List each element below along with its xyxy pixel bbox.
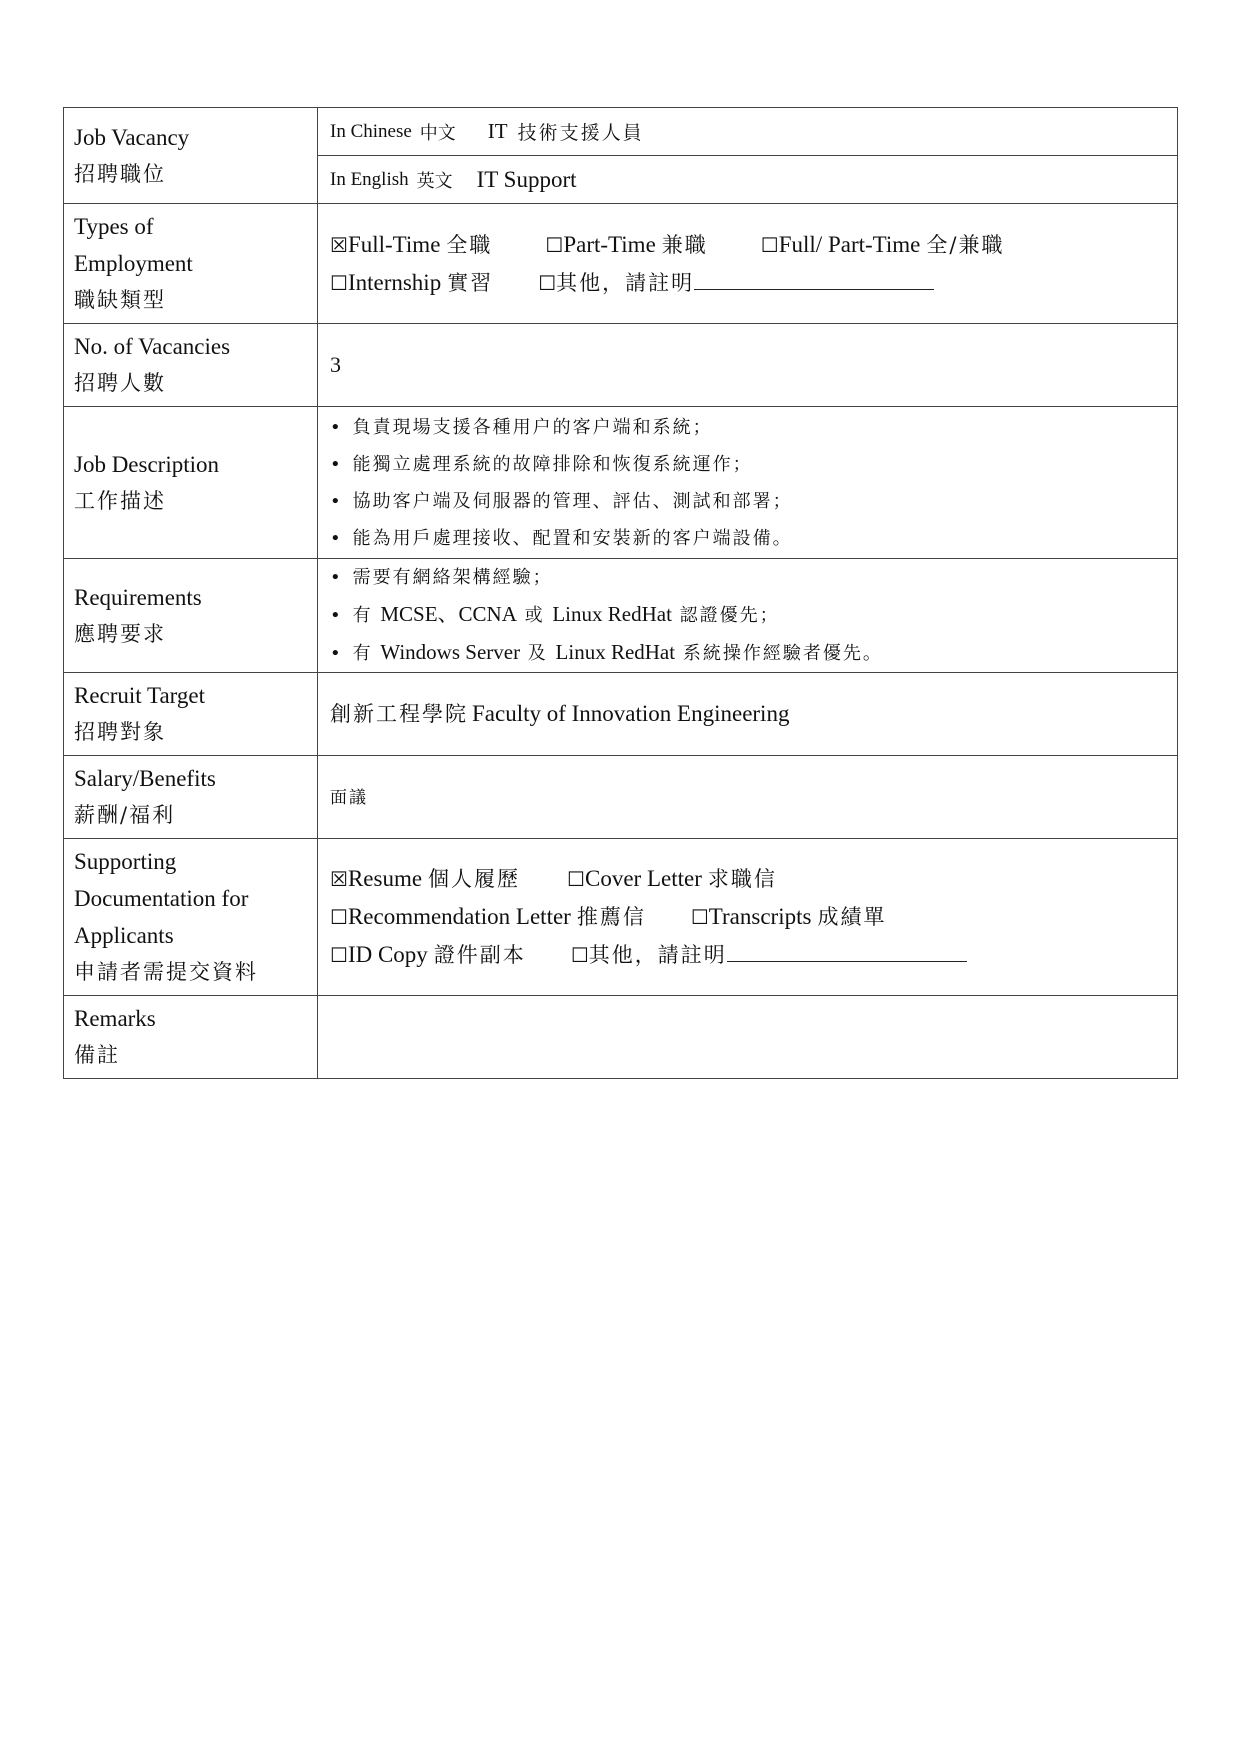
list-item (330, 634, 1165, 672)
bullet-icon: • (330, 527, 343, 549)
value-supporting-documents (318, 839, 1178, 996)
description-list (330, 409, 1165, 557)
row-supporting-documents (64, 839, 1178, 996)
option-label-zh: 推薦信 (576, 905, 646, 929)
label-en: Salary/Benefits (74, 766, 216, 791)
list-item-text: 或 (516, 605, 553, 626)
bullet-icon: • (330, 605, 343, 626)
label-en: Requirements (74, 584, 202, 610)
option-label-zh: 其他，請註明 (556, 270, 695, 295)
value-job-description (318, 407, 1178, 559)
option-label-en: Part-Time (563, 231, 656, 257)
row-requirements (64, 559, 1178, 673)
checkbox-icon: ☐ (330, 905, 348, 929)
option-full-time[interactable] (330, 226, 492, 264)
options-line-2 (330, 898, 1165, 936)
list-item-text: 能為用戶處理接收、配置和安裝新的客户端設備。 (352, 527, 793, 549)
label-job-description (64, 407, 318, 559)
option-label-en: Resume (347, 866, 423, 891)
option-label-zh: 成績單 (817, 905, 887, 929)
label-zh: 薪酬/福利 (74, 803, 176, 827)
title-en: IT Support (476, 166, 577, 192)
label-en-line1: Types of (74, 214, 154, 239)
option-label-zh: 求職信 (707, 867, 777, 891)
label-zh: 招聘人數 (74, 371, 166, 395)
option-label-en: Internship (347, 269, 442, 295)
row-remarks (64, 996, 1178, 1079)
label-en: Recruit Target (74, 683, 206, 708)
option-cover-letter[interactable] (567, 860, 777, 898)
lang-en: In English (330, 168, 409, 190)
option-full-part-time[interactable] (761, 226, 1005, 264)
list-item (330, 559, 1165, 596)
option-label-zh: 全/兼職 (926, 232, 1005, 257)
label-en-line2: Documentation for (74, 886, 249, 911)
job-posting-form (63, 107, 1178, 1079)
option-label-zh: 證件副本 (433, 943, 526, 967)
list-item-text: 協助客户端及伺服器的管理、評估、測試和部署； (352, 490, 793, 512)
list-item-text: 需要有網絡架構經驗； (352, 567, 553, 588)
option-other[interactable] (538, 265, 934, 302)
label-en: Remarks (74, 1006, 156, 1031)
checkbox-icon: ☐ (760, 232, 779, 257)
option-resume[interactable] (330, 860, 520, 898)
label-en: No. of Vacancies (74, 334, 231, 359)
bullet-icon: • (330, 643, 343, 664)
list-item-text: 能獨立處理系統的故障排除和恢復系統運作； (352, 453, 753, 475)
vacancy-count: 3 (330, 352, 341, 377)
label-salary (64, 756, 318, 839)
label-en: Job Description (74, 451, 220, 477)
list-item-text-en: Windows Server (380, 640, 521, 664)
list-item (330, 596, 1165, 634)
job-vacancy-english (318, 155, 1177, 203)
label-job-vacancy (64, 108, 318, 204)
checkbox-icon: ☐ (538, 270, 557, 295)
list-item-text-en: Linux RedHat (555, 640, 676, 664)
title-en: IT (487, 119, 508, 143)
lang-zh: 英文 (416, 170, 453, 192)
requirements-list (330, 559, 1165, 672)
label-recruit-target (64, 673, 318, 756)
list-item (330, 446, 1165, 483)
value-recruit-target (318, 673, 1178, 756)
value-employment-type (318, 204, 1178, 324)
list-item-text: 負責現場支援各種用户的客户端和系統； (352, 416, 713, 438)
bullet-icon: • (330, 567, 343, 588)
option-internship[interactable] (330, 264, 493, 302)
label-requirements (64, 559, 318, 673)
label-en-line1: Supporting (74, 849, 177, 874)
value-salary (318, 756, 1178, 839)
checked-box-icon: ☒ (330, 232, 348, 257)
label-en-line3: Applicants (74, 923, 174, 948)
list-item-text: 有 (352, 643, 381, 664)
lang-zh: 中文 (419, 122, 456, 144)
option-label-en: Full/ Part-Time (778, 231, 921, 257)
option-part-time[interactable] (545, 226, 707, 264)
label-zh: 備註 (74, 1043, 120, 1067)
option-label-zh: 個人履歷 (428, 867, 521, 891)
target-zh: 創新工程學院 (330, 702, 468, 726)
value-vacancies (318, 324, 1178, 407)
fill-in-blank[interactable] (694, 267, 934, 290)
option-label-en: Recommendation Letter (347, 904, 571, 929)
bullet-icon: • (330, 453, 343, 475)
label-employment-type (64, 204, 318, 324)
option-label-en: Full-Time (347, 231, 441, 257)
list-item (330, 409, 1165, 446)
option-label-zh: 全職 (446, 232, 493, 257)
label-vacancies (64, 324, 318, 407)
row-salary (64, 756, 1178, 839)
checked-box-icon: ☒ (330, 867, 348, 891)
salary-text: 面議 (330, 787, 368, 808)
label-zh: 招聘對象 (74, 720, 166, 744)
row-vacancies (64, 324, 1178, 407)
value-job-vacancy (318, 108, 1178, 204)
options-line-2 (330, 264, 1165, 302)
list-item (330, 520, 1165, 557)
checkbox-icon: ☐ (690, 905, 709, 929)
option-recommendation-letter[interactable] (330, 898, 646, 936)
label-zh: 工作描述 (74, 488, 166, 513)
options-line-1 (330, 860, 1165, 898)
row-employment-type (64, 204, 1178, 324)
option-id-copy[interactable] (330, 936, 526, 974)
label-zh: 申請者需提交資料 (74, 960, 258, 984)
checkbox-icon: ☐ (330, 270, 348, 295)
option-transcripts[interactable] (691, 898, 887, 936)
bullet-icon: • (330, 416, 343, 438)
list-item-text-en: Linux RedHat (552, 602, 672, 626)
option-label-zh: 其他，請註明 (588, 943, 727, 967)
options-line-1 (330, 226, 1165, 264)
label-zh: 應聘要求 (74, 621, 166, 646)
value-requirements (318, 559, 1178, 673)
options-line-3 (330, 936, 1165, 974)
fill-in-blank[interactable] (727, 939, 967, 962)
list-item-text: 有 (352, 605, 381, 626)
value-remarks[interactable] (318, 996, 1178, 1079)
option-label-zh: 兼職 (661, 232, 708, 257)
checkbox-icon: ☐ (545, 232, 564, 257)
label-supporting-documents (64, 839, 318, 996)
lang-en: In Chinese (330, 120, 412, 142)
checkbox-icon: ☐ (567, 867, 585, 891)
label-en: Job Vacancy (74, 124, 190, 150)
label-remarks (64, 996, 318, 1079)
list-item-text: 認證優先； (671, 605, 780, 626)
list-item-text: 及 (520, 643, 556, 664)
row-recruit-target (64, 673, 1178, 756)
list-item (330, 483, 1165, 520)
title-zh: 技術支援人員 (517, 122, 644, 144)
job-vacancy-chinese (318, 108, 1177, 155)
option-label-en: Transcripts (708, 904, 812, 929)
target-en: Faculty of Innovation Engineering (472, 701, 790, 726)
row-job-description (64, 407, 1178, 559)
label-zh: 職缺類型 (74, 288, 166, 312)
checkbox-icon: ☐ (570, 943, 589, 967)
option-label-en: ID Copy (347, 942, 428, 967)
checkbox-icon: ☐ (330, 943, 348, 967)
option-other[interactable] (571, 937, 967, 974)
row-job-vacancy (64, 108, 1178, 204)
option-label-zh: 實習 (447, 270, 494, 295)
bullet-icon: • (330, 490, 343, 512)
label-en-line2: Employment (74, 251, 193, 276)
list-item-text: 系統操作經驗者優先。 (675, 643, 883, 664)
option-label-en: Cover Letter (584, 866, 702, 891)
label-zh: 招聘職位 (74, 161, 166, 186)
list-item-text-en: MCSE、CCNA (380, 602, 517, 626)
